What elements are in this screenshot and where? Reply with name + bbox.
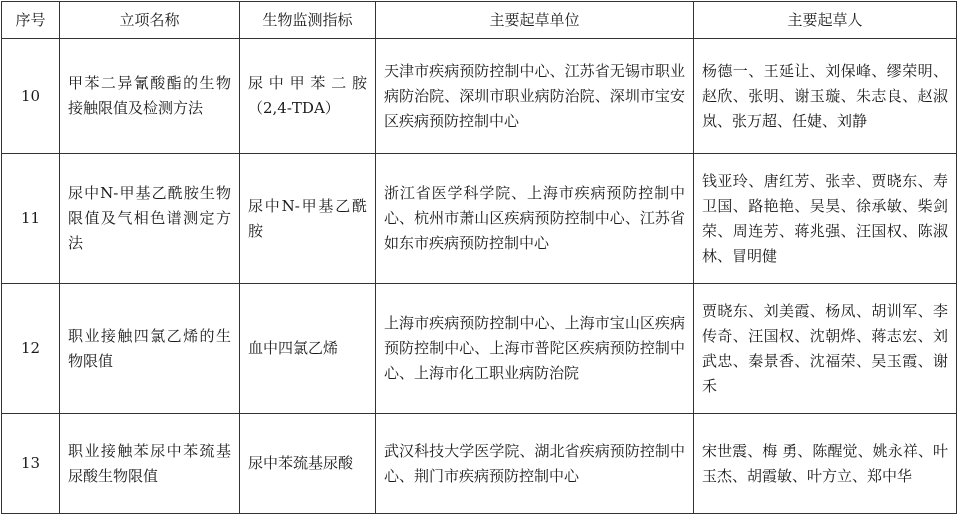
row-units: 浙江省医学科学院、上海市疾病预防控制中心、杭州市萧山区疾病预防控制中心、江苏省如东市疾病预防控制中心 bbox=[376, 154, 694, 284]
row-name: 职业接触苯尿中苯巯基尿酸生物限值 bbox=[60, 414, 240, 514]
header-indicator: 生物监测指标 bbox=[240, 2, 376, 39]
standards-table bbox=[1, 1, 957, 514]
table-row bbox=[2, 39, 957, 154]
table-row bbox=[2, 414, 957, 514]
row-indicator: 尿中苯巯基尿酸 bbox=[240, 414, 376, 514]
row-seq: 11 bbox=[2, 154, 60, 284]
row-drafters: 宋世震、梅 勇、陈醒觉、姚永祥、叶玉杰、胡霞敏、叶方立、郑中华 bbox=[694, 414, 957, 514]
row-name: 甲苯二异氰酸酯的生物接触限值及检测方法 bbox=[60, 39, 240, 154]
header-units: 主要起草单位 bbox=[376, 2, 694, 39]
row-indicator: 尿中甲苯二胺（2,4-TDA） bbox=[240, 39, 376, 154]
table-row bbox=[2, 154, 957, 284]
row-drafters: 贾晓东、刘美霞、杨凤、胡训军、李传奇、汪国权、沈朝烨、蒋志宏、刘武忠、秦景香、沈福荣、吴玉霞、谢禾 bbox=[694, 284, 957, 414]
header-row bbox=[2, 2, 957, 39]
header-drafters: 主要起草人 bbox=[694, 2, 957, 39]
row-units: 武汉科技大学医学院、湖北省疾病预防控制中心、荆门市疾病预防控制中心 bbox=[376, 414, 694, 514]
row-indicator: 血中四氯乙烯 bbox=[240, 284, 376, 414]
row-drafters: 杨德一、王延让、刘保峰、缪荣明、赵欣、张明、谢玉璇、朱志良、赵淑岚、张万超、任婕、刘静 bbox=[694, 39, 957, 154]
row-name: 职业接触四氯乙烯的生物限值 bbox=[60, 284, 240, 414]
row-seq: 10 bbox=[2, 39, 60, 154]
table-row bbox=[2, 284, 957, 414]
row-seq: 12 bbox=[2, 284, 60, 414]
row-drafters: 钱亚玲、唐红芳、张幸、贾晓东、寿卫国、路艳艳、吴昊、徐承敏、柴剑荣、周连芳、蒋兆强、汪国权、陈淑林、冒明健 bbox=[694, 154, 957, 284]
header-seq: 序号 bbox=[2, 2, 60, 39]
row-indicator: 尿中N-甲基乙酰胺 bbox=[240, 154, 376, 284]
header-name: 立项名称 bbox=[60, 2, 240, 39]
row-units: 天津市疾病预防控制中心、江苏省无锡市职业病防治院、深圳市职业病防治院、深圳市宝安区疾病预防控制中心 bbox=[376, 39, 694, 154]
row-name: 尿中N-甲基乙酰胺生物限值及气相色谱测定方法 bbox=[60, 154, 240, 284]
row-units: 上海市疾病预防控制中心、上海市宝山区疾病预防控制中心、上海市普陀区疾病预防控制中心、上海市化工职业病防治院 bbox=[376, 284, 694, 414]
row-seq: 13 bbox=[2, 414, 60, 514]
